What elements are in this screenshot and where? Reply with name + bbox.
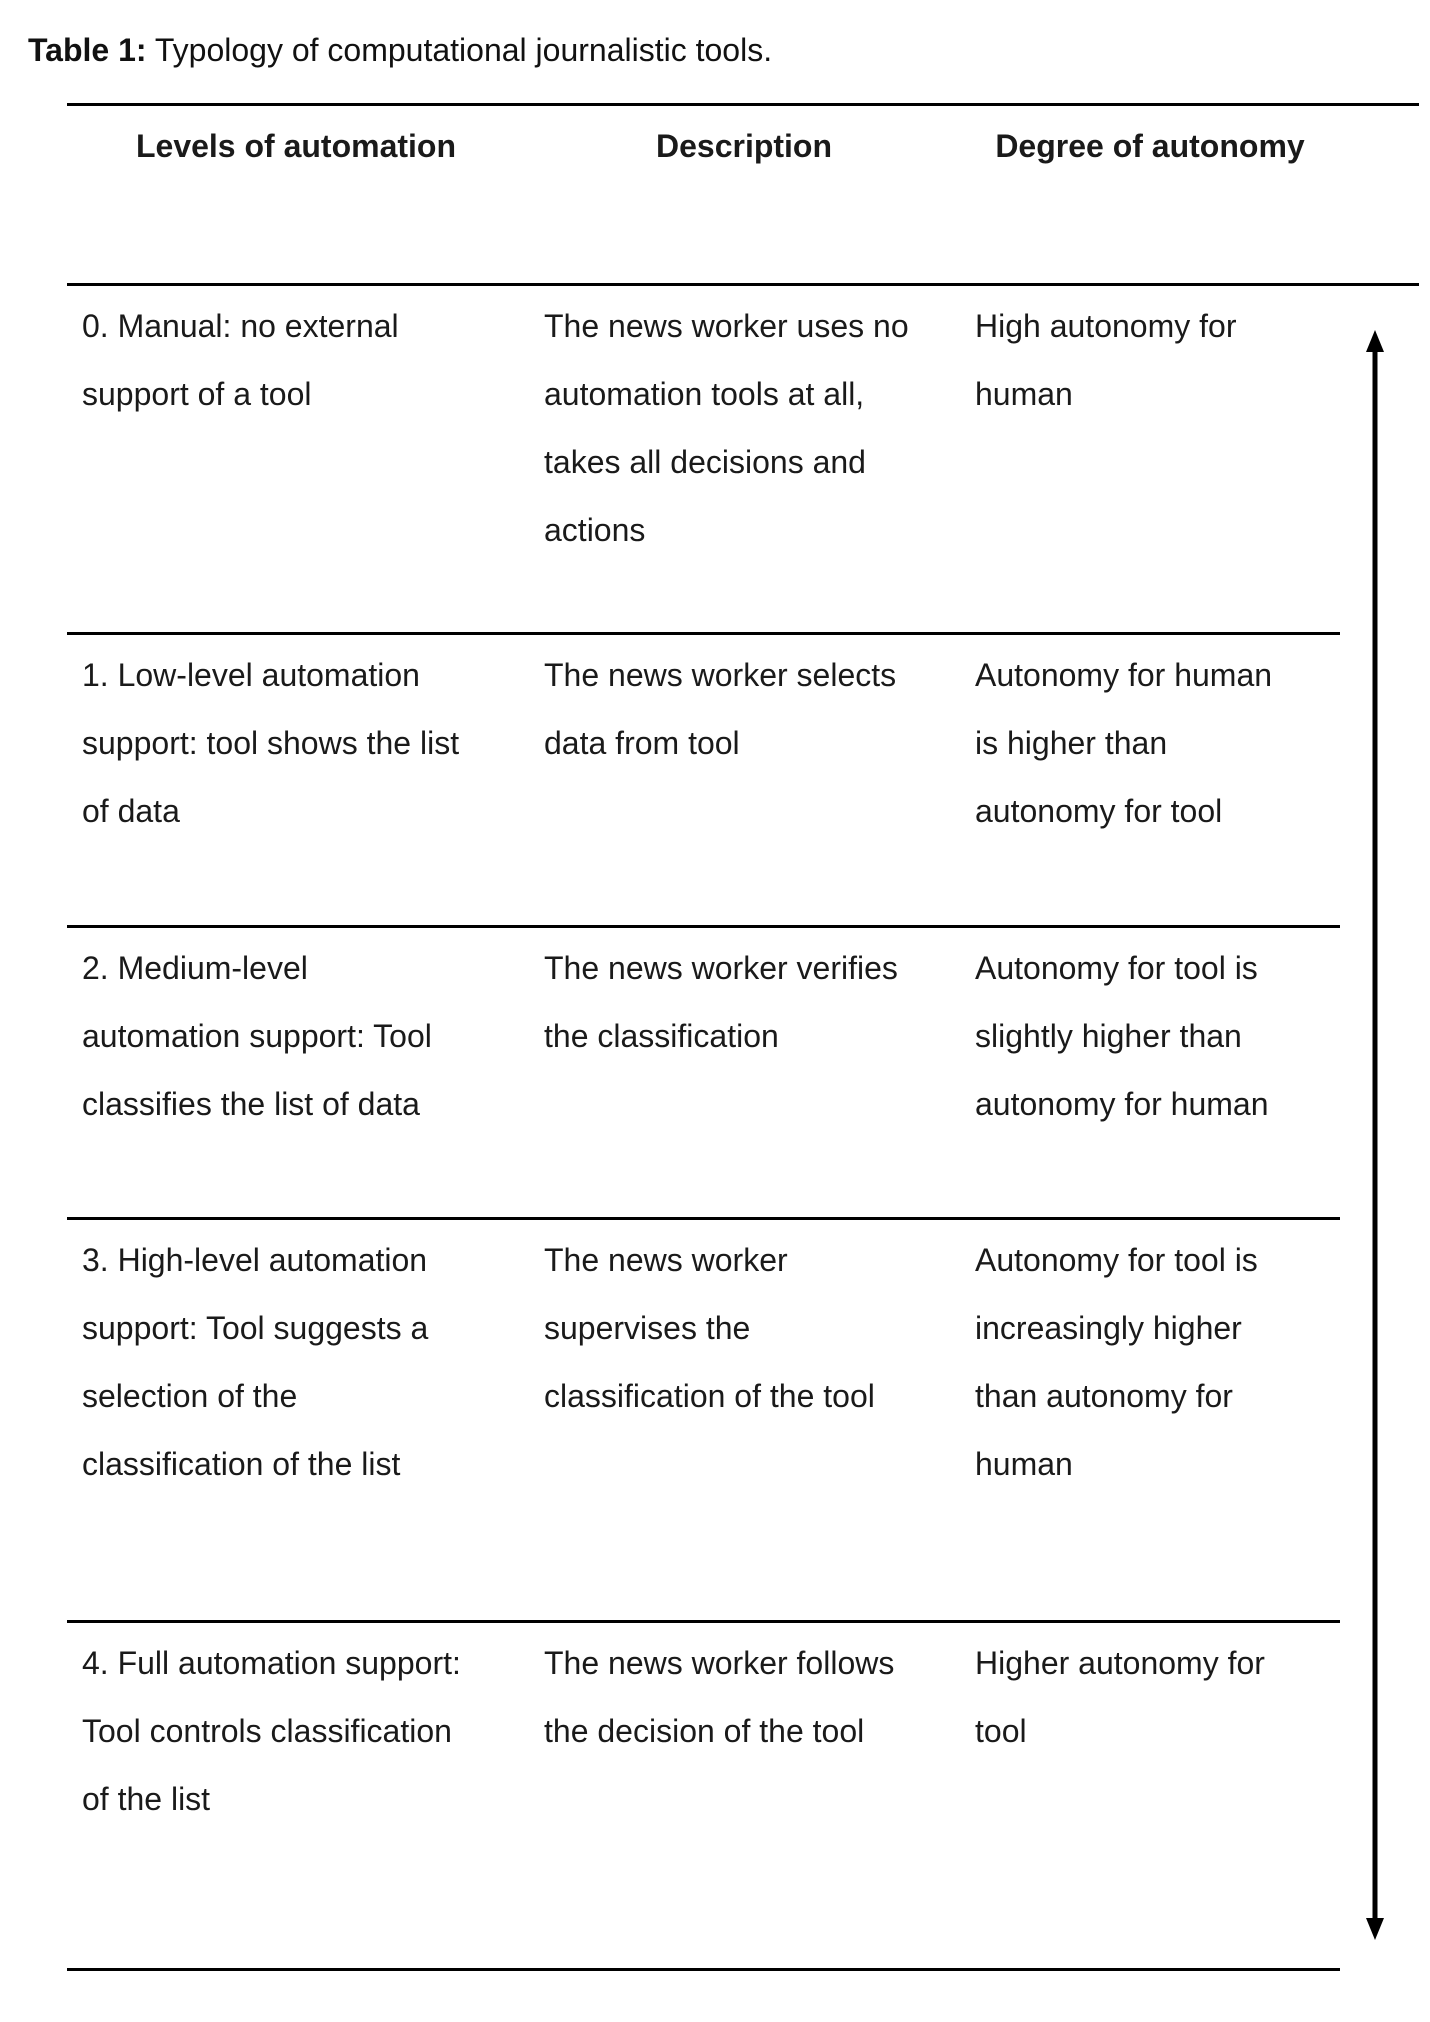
cell-line: autonomy for human: [975, 1086, 1269, 1122]
cell-level: [82, 934, 432, 1138]
cell-line: selection of the: [82, 1378, 298, 1414]
cell-description: [544, 1629, 894, 1765]
cell-autonomy: [975, 934, 1269, 1138]
table-caption: [28, 32, 772, 69]
cell-line: tool: [975, 1713, 1027, 1749]
cell-line: The news worker: [544, 1242, 788, 1278]
cell-line: support of a tool: [82, 376, 312, 412]
cell-line: automation support: Tool: [82, 1018, 432, 1054]
cell-level: [82, 292, 399, 428]
cell-line: increasingly higher: [975, 1310, 1242, 1346]
cell-line: support: Tool suggests a: [82, 1310, 429, 1346]
cell-line: The news worker follows: [544, 1645, 895, 1681]
cell-line: Autonomy for tool is: [975, 1242, 1258, 1278]
table-rule: [67, 1968, 1340, 1971]
cell-line: 1. Low-level automation: [82, 657, 420, 693]
table-rule: [67, 1620, 1340, 1623]
header-autonomy: Degree of autonomy: [995, 128, 1305, 164]
cell-line: actions: [544, 512, 646, 548]
table-rule: [67, 283, 1419, 286]
cell-level: [82, 1629, 461, 1833]
cell-line: data from tool: [544, 725, 740, 761]
cell-line: High autonomy for: [975, 308, 1237, 344]
cell-line: Tool controls classification: [82, 1713, 452, 1749]
cell-line: is higher than: [975, 725, 1168, 761]
cell-line: takes all decisions and: [544, 444, 866, 480]
caption-text: Typology of computational journalistic tools.: [146, 32, 773, 68]
table-rule: [67, 632, 1340, 635]
cell-line: support: tool shows the list: [82, 725, 460, 761]
cell-line: the decision of the tool: [544, 1713, 865, 1749]
cell-autonomy: [975, 1629, 1265, 1765]
cell-line: automation tools at all,: [544, 376, 865, 412]
cell-line: classification of the tool: [544, 1378, 875, 1414]
cell-line: than autonomy for: [975, 1378, 1233, 1414]
cell-line: Autonomy for human: [975, 657, 1273, 693]
cell-line: 4. Full automation support:: [82, 1645, 461, 1681]
table-rule: [67, 925, 1340, 928]
cell-description: [544, 1226, 875, 1430]
cell-line: slightly higher than: [975, 1018, 1242, 1054]
table-rule: [67, 103, 1419, 106]
cell-line: of data: [82, 793, 180, 829]
cell-line: human: [975, 376, 1073, 412]
header-description: Description: [655, 128, 833, 164]
header-levels: Levels of automation: [135, 128, 457, 164]
cell-line: Autonomy for tool is: [975, 950, 1258, 986]
cell-autonomy: [975, 641, 1272, 845]
cell-description: [544, 934, 898, 1070]
cell-line: 0. Manual: no external: [82, 308, 399, 344]
cell-description: [544, 641, 896, 777]
cell-line: human: [975, 1446, 1073, 1482]
cell-line: 3. High-level automation: [82, 1242, 428, 1278]
cell-line: The news worker selects: [544, 657, 897, 693]
caption-label: Table 1:: [28, 32, 147, 68]
cell-line: autonomy for tool: [975, 793, 1223, 829]
cell-line: the classification: [544, 1018, 779, 1054]
cell-line: classification of the list: [82, 1446, 401, 1482]
cell-line: of the list: [82, 1781, 211, 1817]
cell-level: [82, 1226, 428, 1498]
autonomy-double-arrow-icon: [1362, 330, 1388, 1940]
cell-line: classifies the list of data: [82, 1086, 420, 1122]
cell-line: supervises the: [544, 1310, 751, 1346]
cell-description: [544, 292, 909, 564]
cell-autonomy: [975, 292, 1236, 428]
cell-autonomy: [975, 1226, 1258, 1498]
cell-line: The news worker verifies: [544, 950, 898, 986]
cell-line: The news worker uses no: [544, 308, 909, 344]
cell-line: 2. Medium-level: [82, 950, 308, 986]
cell-line: Higher autonomy for: [975, 1645, 1265, 1681]
cell-level: [82, 641, 459, 845]
table-rule: [67, 1217, 1340, 1220]
